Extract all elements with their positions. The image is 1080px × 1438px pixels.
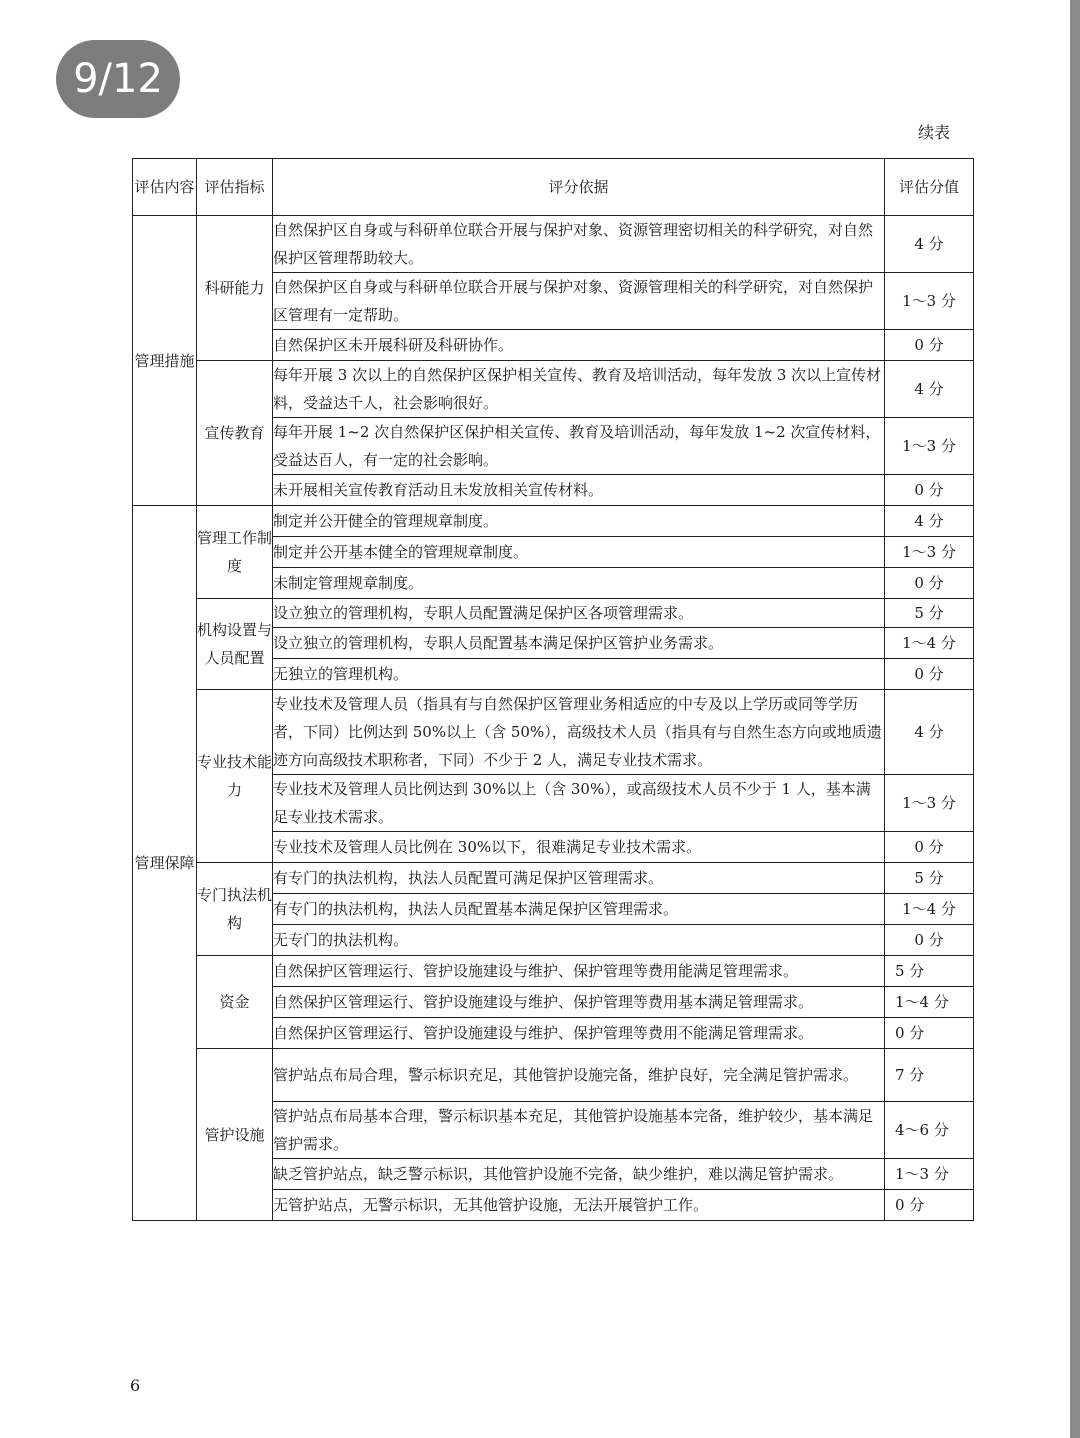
basis-cell: 无管护站点，无警示标识，无其他管护设施，无法开展管护工作。 xyxy=(273,1190,885,1221)
table-row xyxy=(133,863,974,894)
basis-cell: 自然保护区自身或与科研单位联合开展与保护对象、资源管理相关的科学研究，对自然保护区管理有一定帮助。 xyxy=(273,273,885,330)
header-score: 评估分值 xyxy=(885,159,974,216)
score-cell: 0 分 xyxy=(885,1018,974,1049)
page-edge xyxy=(1070,0,1080,1438)
basis-cell: 有专门的执法机构，执法人员配置可满足保护区管理需求。 xyxy=(273,863,885,894)
table-row xyxy=(133,690,974,775)
table-row xyxy=(133,506,974,537)
category-cell: 管理措施 xyxy=(133,216,197,506)
indicator-cell: 科研能力 xyxy=(197,216,273,361)
indicator-cell: 管理工作制度 xyxy=(197,506,273,599)
score-cell: 4 分 xyxy=(885,216,974,273)
basis-cell: 缺乏管护站点，缺乏警示标识，其他管护设施不完备，缺少维护，难以满足管护需求。 xyxy=(273,1159,885,1190)
score-cell: 1～3 分 xyxy=(885,273,974,330)
score-cell: 0 分 xyxy=(885,659,974,690)
score-cell: 4 分 xyxy=(885,506,974,537)
basis-cell: 自然保护区未开展科研及科研协作。 xyxy=(273,330,885,361)
continued-label: 续表 xyxy=(917,123,950,142)
basis-cell: 每年开展 1~2 次自然保护区保护相关宣传、教育及培训活动，每年发放 1~2 次宣传材料，受益达百人，有一定的社会影响。 xyxy=(273,418,885,475)
score-cell: 1～4 分 xyxy=(885,987,974,1018)
table-header-row xyxy=(133,159,974,216)
score-cell: 1～3 分 xyxy=(885,1159,974,1190)
header-indicator: 评估指标 xyxy=(197,159,273,216)
basis-cell: 未开展相关宣传教育活动且未发放相关宣传材料。 xyxy=(273,475,885,506)
header-basis: 评分依据 xyxy=(273,159,885,216)
score-cell: 0 分 xyxy=(885,1190,974,1221)
basis-cell: 管护站点布局基本合理，警示标识基本充足，其他管护设施基本完备，维护较少，基本满足管护需求。 xyxy=(273,1102,885,1159)
indicator-cell: 专业技术能力 xyxy=(197,690,273,863)
score-cell: 1～3 分 xyxy=(885,537,974,568)
basis-cell: 制定并公开基本健全的管理规章制度。 xyxy=(273,537,885,568)
score-cell: 0 分 xyxy=(885,832,974,863)
indicator-cell: 资金 xyxy=(197,956,273,1049)
score-cell: 1～4 分 xyxy=(885,628,974,659)
basis-cell: 专业技术及管理人员比例达到 30%以上（含 30%），或高级技术人员不少于 1 人，基本满足专业技术需求。 xyxy=(273,775,885,832)
table-row xyxy=(133,361,974,418)
score-cell: 4 分 xyxy=(885,361,974,418)
score-cell: 5 分 xyxy=(885,599,974,628)
basis-cell: 有专门的执法机构，执法人员配置基本满足保护区管理需求。 xyxy=(273,894,885,925)
score-cell: 1～4 分 xyxy=(885,894,974,925)
table-row xyxy=(133,599,974,628)
score-cell: 5 分 xyxy=(885,956,974,987)
basis-cell: 无独立的管理机构。 xyxy=(273,659,885,690)
basis-cell: 自然保护区自身或与科研单位联合开展与保护对象、资源管理密切相关的科学研究，对自然保护区管理帮助较大。 xyxy=(273,216,885,273)
score-cell: 0 分 xyxy=(885,475,974,506)
evaluation-table xyxy=(132,158,974,1221)
score-cell: 4～6 分 xyxy=(885,1102,974,1159)
table-row xyxy=(133,216,974,273)
score-cell: 1～3 分 xyxy=(885,418,974,475)
indicator-cell: 宣传教育 xyxy=(197,361,273,506)
score-cell: 0 分 xyxy=(885,925,974,956)
score-cell: 0 分 xyxy=(885,330,974,361)
page-indicator-badge[interactable]: 9/12 xyxy=(56,40,180,118)
basis-cell: 设立独立的管理机构，专职人员配置基本满足保护区管护业务需求。 xyxy=(273,628,885,659)
basis-cell: 自然保护区管理运行、管护设施建设与维护、保护管理等费用能满足管理需求。 xyxy=(273,956,885,987)
category-cell: 管理保障 xyxy=(133,506,197,1221)
basis-cell: 管护站点布局合理，警示标识充足，其他管护设施完备，维护良好，完全满足管护需求。 xyxy=(273,1049,885,1102)
table-row xyxy=(133,956,974,987)
table-row xyxy=(133,1049,974,1102)
basis-cell: 自然保护区管理运行、管护设施建设与维护、保护管理等费用基本满足管理需求。 xyxy=(273,987,885,1018)
score-cell: 5 分 xyxy=(885,863,974,894)
basis-cell: 专业技术及管理人员（指具有与自然保护区管理业务相适应的中专及以上学历或同等学历者，下同）比例达到 50%以上（含 50%），高级技术人员（指具有与自然生态方向或地质遗迹方向高级技术职称者，下同）不少于 2 人，满足专业技术需求。 xyxy=(273,690,885,775)
indicator-cell: 机构设置与人员配置 xyxy=(197,599,273,690)
basis-cell: 未制定管理规章制度。 xyxy=(273,568,885,599)
basis-cell: 设立独立的管理机构，专职人员配置满足保护区各项管理需求。 xyxy=(273,599,885,628)
score-cell: 0 分 xyxy=(885,568,974,599)
indicator-cell: 专门执法机构 xyxy=(197,863,273,956)
score-cell: 7 分 xyxy=(885,1049,974,1102)
basis-cell: 无专门的执法机构。 xyxy=(273,925,885,956)
basis-cell: 每年开展 3 次以上的自然保护区保护相关宣传、教育及培训活动，每年发放 3 次以上宣传材料，受益达千人，社会影响很好。 xyxy=(273,361,885,418)
basis-cell: 专业技术及管理人员比例在 30%以下，很难满足专业技术需求。 xyxy=(273,832,885,863)
basis-cell: 制定并公开健全的管理规章制度。 xyxy=(273,506,885,537)
indicator-cell: 管护设施 xyxy=(197,1049,273,1221)
header-category: 评估内容 xyxy=(133,159,197,216)
score-cell: 1～3 分 xyxy=(885,775,974,832)
basis-cell: 自然保护区管理运行、管护设施建设与维护、保护管理等费用不能满足管理需求。 xyxy=(273,1018,885,1049)
footer-page-number: 6 xyxy=(130,1376,141,1395)
score-cell: 4 分 xyxy=(885,690,974,775)
